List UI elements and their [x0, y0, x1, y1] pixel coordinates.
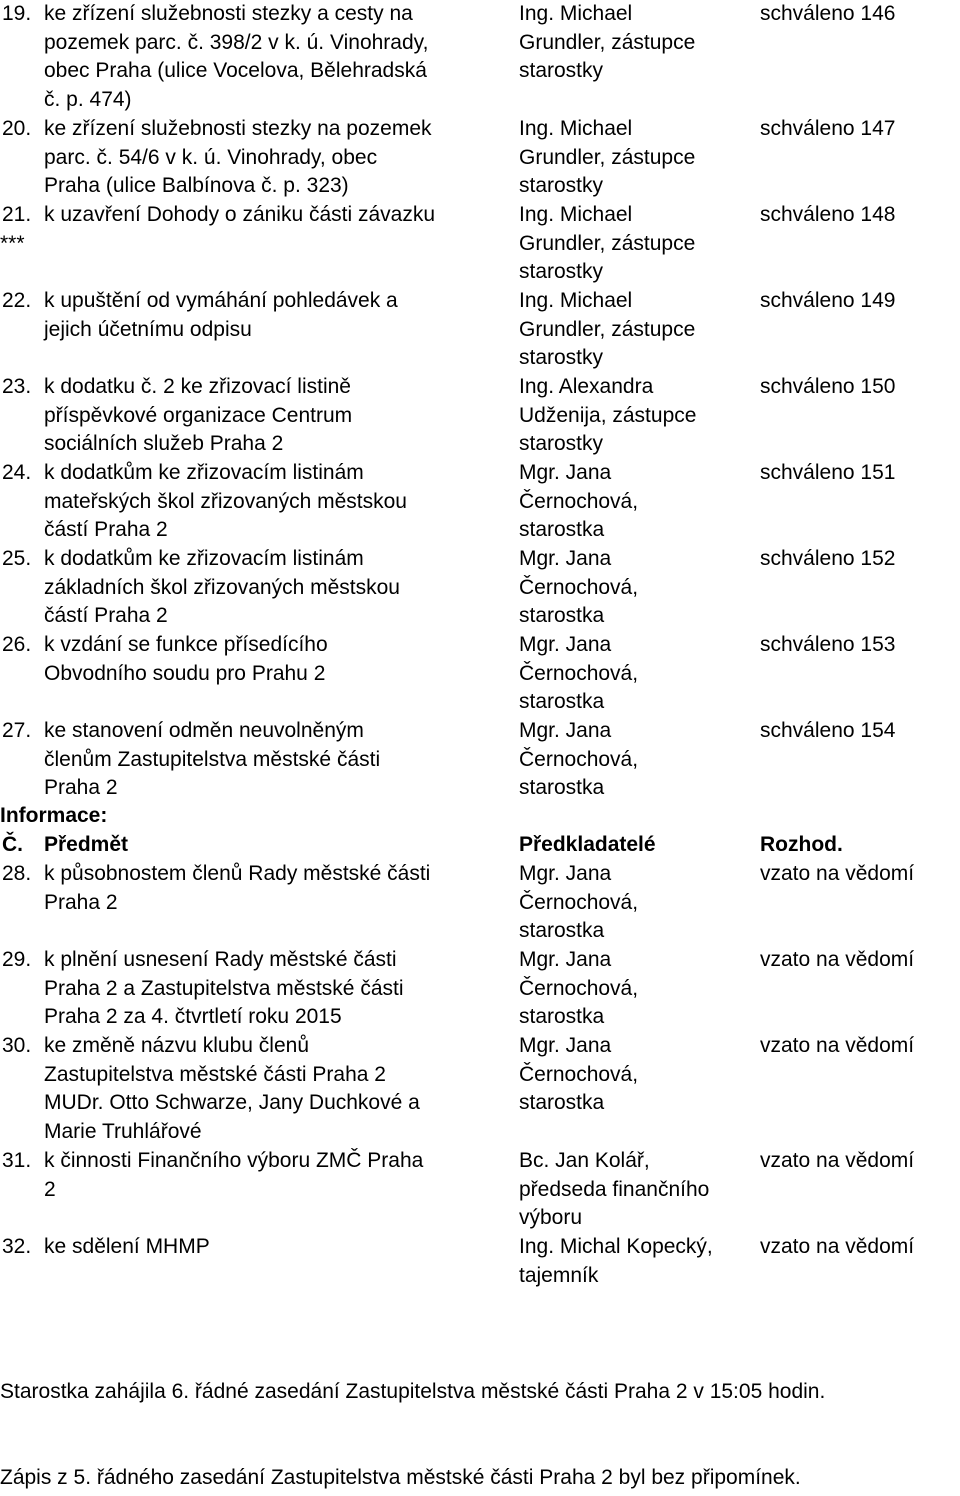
submitter-line: Ing. Alexandra	[519, 375, 654, 398]
subject-line: Obvodního soudu pro Prahu 2	[44, 661, 326, 685]
submitter-line: starostky	[519, 174, 604, 198]
item-number: 25.	[2, 547, 32, 570]
subject-line: Praha (ulice Balbínova č. p. 323)	[44, 174, 349, 198]
submitter-line: Grundler, zástupce	[519, 317, 696, 341]
subject-line: ke sdělení MHMP	[44, 1235, 210, 1258]
submitter-line: Grundler, zástupce	[519, 30, 696, 54]
submitter-line: starostky	[519, 346, 604, 370]
item-result: vzato na vědomí	[760, 862, 915, 885]
subject-line: k činnosti Finančního výboru ZMČ Praha	[44, 1149, 424, 1172]
item-submitter	[519, 115, 755, 201]
submitter-line: tajemník	[519, 1263, 599, 1287]
item-submitter	[519, 1032, 755, 1118]
item-number: 20.	[2, 117, 32, 140]
submitter-line: Černochová,	[519, 976, 639, 1000]
subject-line: mateřských škol zřizovaných městskou	[44, 489, 407, 513]
submitter-line: starostka	[519, 919, 605, 943]
submitter-line: Černochová,	[519, 1062, 639, 1086]
submitter-line: starostka	[519, 518, 605, 542]
subject-line: členům Zastupitelstva městské části	[44, 747, 381, 771]
item-result: schváleno 151	[760, 461, 896, 484]
header-submitter: Předkladatelé	[519, 833, 656, 856]
minutes-paragraph: Zápis z 5. řádného zasedání Zastupitelstva městské části Praha 2 byl bez připomínek.	[0, 1466, 801, 1489]
item-subject	[44, 287, 514, 344]
subject-line: parc. č. 54/6 v k. ú. Vinohrady, obec	[44, 145, 378, 169]
subject-line: k dodatkům ke zřizovacím listinám	[44, 547, 364, 570]
subject-marker: ***	[0, 231, 25, 255]
item-subject	[44, 545, 514, 631]
item-result: vzato na vědomí	[760, 1149, 915, 1172]
subject-line: k upuštění od vymáhání pohledávek a	[44, 289, 398, 312]
item-submitter	[519, 631, 755, 717]
subject-line: ke změně názvu klubu členů	[44, 1034, 309, 1057]
item-number: 26.	[2, 633, 32, 656]
item-subject	[44, 0, 514, 114]
header-result: Rozhod.	[760, 833, 843, 856]
submitter-line: Mgr. Jana	[519, 461, 612, 484]
submitter-line: Černochová,	[519, 575, 639, 599]
subject-line: pozemek parc. č. 398/2 v k. ú. Vinohrady,	[44, 30, 429, 54]
item-number: 23.	[2, 375, 32, 398]
item-result: vzato na vědomí	[760, 1034, 915, 1057]
item-submitter	[519, 1147, 755, 1233]
item-submitter	[519, 201, 755, 287]
info-section-title: Informace:	[0, 804, 108, 827]
item-submitter	[519, 860, 755, 946]
submitter-line: Černochová,	[519, 890, 639, 914]
submitter-line: Grundler, zástupce	[519, 231, 696, 255]
submitter-line: starostka	[519, 1091, 605, 1115]
item-submitter	[519, 545, 755, 631]
submitter-line: Ing. Michael	[519, 289, 633, 312]
submitter-line: Mgr. Jana	[519, 948, 612, 971]
item-number: 29.	[2, 948, 32, 971]
item-result: schváleno 153	[760, 633, 896, 656]
item-result: schváleno 150	[760, 375, 896, 398]
item-result: schváleno 152	[760, 547, 896, 570]
item-submitter	[519, 717, 755, 803]
subject-line: ke zřízení služebnosti stezky a cesty na	[44, 2, 413, 25]
item-result: vzato na vědomí	[760, 1235, 915, 1258]
header-subject: Předmět	[44, 833, 129, 856]
subject-line: k dodatku č. 2 ke zřizovací listině	[44, 375, 351, 398]
header-num: Č.	[2, 833, 23, 856]
submitter-line: výboru	[519, 1206, 583, 1230]
submitter-line: starostka	[519, 604, 605, 628]
submitter-line: předseda finančního	[519, 1177, 710, 1201]
submitter-line: Grundler, zástupce	[519, 145, 696, 169]
submitter-line: starostky	[519, 432, 604, 456]
subject-line: Praha 2 a Zastupitelstva městské části	[44, 976, 404, 1000]
item-subject	[44, 115, 514, 201]
subject-line: 2	[44, 1177, 56, 1201]
item-submitter	[519, 0, 755, 86]
item-subject	[44, 717, 514, 803]
submitter-line: starostka	[519, 1005, 605, 1029]
submitter-line: Bc. Jan Kolář,	[519, 1149, 650, 1172]
opening-paragraph: Starostka zahájila 6. řádné zasedání Zastupitelstva městské části Praha 2 v 15:05 hodin.	[0, 1380, 826, 1403]
item-result: schváleno 146	[760, 2, 896, 25]
item-subject	[44, 946, 514, 1032]
item-subject	[44, 373, 514, 459]
item-subject	[44, 860, 514, 917]
submitter-line: Mgr. Jana	[519, 1034, 612, 1057]
item-subject	[44, 1147, 514, 1204]
item-submitter	[519, 287, 755, 373]
subject-line: Marie Truhlářové	[44, 1119, 202, 1143]
item-submitter	[519, 459, 755, 545]
submitter-line: Ing. Michael	[519, 117, 633, 140]
submitter-line: starostky	[519, 59, 604, 83]
subject-line: jejich účetnímu odpisu	[44, 317, 252, 341]
item-number: 19.	[2, 2, 32, 25]
subject-line: ke zřízení služebnosti stezky na pozemek	[44, 117, 432, 140]
subject-line: Praha 2	[44, 890, 118, 914]
submitter-line: Udženija, zástupce	[519, 403, 697, 427]
item-subject	[44, 631, 514, 688]
subject-line: k plnění usnesení Rady městské části	[44, 948, 397, 971]
item-number: 32.	[2, 1235, 32, 1258]
submitter-line: Ing. Michal Kopecký,	[519, 1235, 713, 1258]
item-subject	[44, 1233, 514, 1262]
submitter-line: Ing. Michael	[519, 203, 633, 226]
subject-line: základních škol zřizovaných městskou	[44, 575, 400, 599]
subject-line: částí Praha 2	[44, 518, 168, 542]
item-subject	[44, 1032, 514, 1146]
submitter-line: Černochová,	[519, 489, 639, 513]
item-number: 22.	[2, 289, 32, 312]
item-subject	[44, 459, 514, 545]
item-submitter	[519, 373, 755, 459]
submitter-line: starostka	[519, 776, 605, 800]
item-result: schváleno 147	[760, 117, 896, 140]
item-number: 24.	[2, 461, 32, 484]
submitter-line: Černochová,	[519, 747, 639, 771]
subject-line: sociálních služeb Praha 2	[44, 432, 284, 456]
submitter-line: Mgr. Jana	[519, 547, 612, 570]
subject-line: č. p. 474)	[44, 87, 132, 111]
submitter-line: starostka	[519, 690, 605, 714]
item-result: schváleno 154	[760, 719, 896, 742]
submitter-line: Mgr. Jana	[519, 633, 612, 656]
submitter-line: Mgr. Jana	[519, 862, 612, 885]
subject-line: Zastupitelstva městské části Praha 2	[44, 1062, 386, 1086]
subject-line: obec Praha (ulice Vocelova, Bělehradská	[44, 59, 427, 83]
item-number: 31.	[2, 1149, 32, 1172]
item-result: schváleno 149	[760, 289, 896, 312]
item-number: 21.	[2, 203, 32, 226]
submitter-line: starostky	[519, 260, 604, 284]
subject-line: k uzavření Dohody o zániku části závazku	[44, 203, 436, 226]
submitter-line: Mgr. Jana	[519, 719, 612, 742]
item-number: 27.	[2, 719, 32, 742]
subject-line: příspěvkové organizace Centrum	[44, 403, 353, 427]
item-result: schváleno 148	[760, 203, 896, 226]
subject-line: Praha 2	[44, 776, 118, 800]
item-submitter	[519, 1233, 755, 1290]
subject-line: k vzdání se funkce přísedícího	[44, 633, 328, 656]
submitter-line: Ing. Michael	[519, 2, 633, 25]
subject-line: k působnostem členů Rady městské části	[44, 862, 431, 885]
item-subject	[44, 201, 514, 230]
item-submitter	[519, 946, 755, 1032]
subject-line: MUDr. Otto Schwarze, Jany Duchkové a	[44, 1091, 420, 1115]
item-number: 30.	[2, 1034, 32, 1057]
subject-line: Praha 2 za 4. čtvrtletí roku 2015	[44, 1005, 342, 1029]
subject-line: k dodatkům ke zřizovacím listinám	[44, 461, 364, 484]
item-result: vzato na vědomí	[760, 948, 915, 971]
submitter-line: Černochová,	[519, 661, 639, 685]
item-number: 28.	[2, 862, 32, 885]
subject-line: ke stanovení odměn neuvolněným	[44, 719, 364, 742]
subject-line: částí Praha 2	[44, 604, 168, 628]
